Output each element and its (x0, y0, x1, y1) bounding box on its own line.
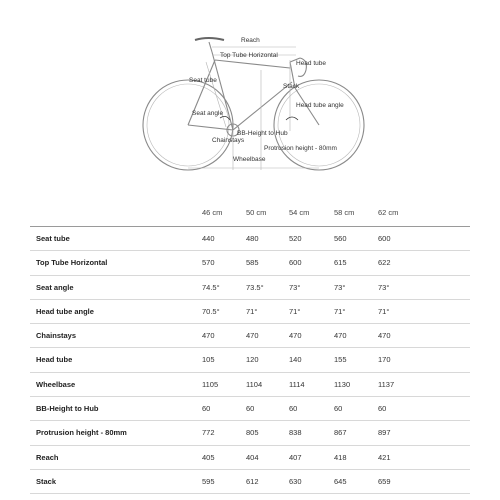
table-cell: 73° (289, 282, 301, 292)
table-cell: 60 (378, 404, 387, 414)
row-label: Stack (36, 476, 57, 486)
table-cell: 470 (289, 331, 302, 341)
protrusion-height-label: Protrusion height - 80mm (264, 145, 337, 152)
reach-label: Reach (241, 37, 260, 44)
head-tube-label: Head tube (296, 60, 326, 67)
table-cell: 155 (334, 355, 347, 365)
wheelbase-label: Wheelbase (233, 156, 266, 163)
head-tube-angle-label: Head tube angle (296, 102, 344, 109)
size-header-62: 62 cm (378, 208, 399, 217)
table-cell: 60 (334, 404, 343, 414)
table-cell: 600 (289, 258, 302, 268)
table-cell: 520 (289, 234, 302, 243)
table-cell: 71° (378, 306, 390, 316)
table-cell: 421 (378, 452, 391, 462)
row-label: Top Tube Horizontal (36, 258, 108, 268)
table-cell: 60 (202, 404, 211, 414)
table-cell: 74.5° (202, 282, 220, 292)
table-cell: 622 (378, 258, 391, 268)
chainstays-label: Chainstays (212, 137, 245, 144)
table-cell: 73° (378, 282, 390, 292)
table-row (30, 251, 470, 275)
table-cell: 140 (289, 355, 302, 365)
table-body (30, 227, 470, 494)
size-header-50: 50 cm (246, 208, 267, 217)
table-cell: 60 (246, 404, 255, 414)
row-label: Reach (36, 452, 59, 462)
table-cell: 405 (202, 452, 215, 462)
table-cell: 70.5° (202, 306, 220, 316)
row-label: Protrusion height - 80mm (36, 428, 127, 438)
table-cell: 404 (246, 452, 259, 462)
geometry-table (30, 200, 470, 494)
seat-angle-label: Seat angle (192, 110, 224, 117)
table-cell: 867 (334, 428, 347, 438)
table-cell: 71° (246, 306, 258, 316)
table-cell: 470 (334, 331, 347, 341)
table-cell: 73.5° (246, 282, 264, 292)
size-header-46: 46 cm (202, 208, 223, 217)
table-cell: 838 (289, 428, 302, 438)
table-cell: 1114 (289, 379, 305, 389)
table-cell: 1137 (378, 379, 395, 389)
chainstay-tube (188, 125, 233, 130)
table-cell: 105 (202, 355, 215, 365)
table-cell: 897 (378, 428, 391, 438)
table-cell: 407 (289, 452, 302, 462)
table-cell: 470 (378, 331, 391, 341)
table-cell: 170 (378, 355, 391, 365)
table-row (30, 348, 470, 372)
table-cell: 600 (378, 234, 391, 243)
table-cell: 595 (202, 476, 215, 486)
table-cell: 560 (334, 234, 347, 243)
table-row (30, 421, 470, 445)
table-cell: 1105 (202, 379, 219, 389)
table-cell: 772 (202, 428, 215, 438)
table-row (30, 300, 470, 324)
row-label: Seat tube (36, 234, 70, 243)
table-cell: 630 (289, 476, 302, 486)
table-cell: 470 (246, 331, 259, 341)
table-cell: 440 (202, 234, 215, 243)
table-row (30, 470, 470, 494)
row-label: Head tube angle (36, 306, 94, 316)
table-row (30, 324, 470, 348)
top-tube (215, 60, 290, 68)
table-cell: 585 (246, 258, 259, 268)
bb-height-to-hub-label: BB-Height to Hub (237, 130, 288, 137)
size-header-54: 54 cm (289, 208, 310, 217)
table-cell: 60 (289, 404, 298, 414)
table-cell: 120 (246, 355, 259, 365)
table-cell: 645 (334, 476, 347, 486)
table-cell: 480 (246, 234, 259, 243)
table-cell: 615 (334, 258, 347, 268)
table-cell: 659 (378, 476, 391, 486)
table-cell: 418 (334, 452, 347, 462)
seat-tube-label: Seat tube (189, 77, 217, 84)
top-tube-horizontal-label: Top Tube Horizontal (220, 52, 278, 59)
table-cell: 1130 (334, 379, 351, 389)
table-cell: 805 (246, 428, 259, 438)
row-label: Seat angle (36, 282, 74, 292)
row-label: Head tube (36, 355, 73, 365)
table-row (30, 227, 470, 251)
table-row (30, 397, 470, 421)
table-row (30, 276, 470, 300)
size-header-58: 58 cm (334, 208, 355, 217)
table-cell: 612 (246, 476, 259, 486)
table-cell: 71° (334, 306, 346, 316)
table-cell: 71° (289, 306, 301, 316)
table-cell: 570 (202, 258, 215, 268)
row-label: Wheelbase (36, 379, 76, 389)
row-label: BB-Height to Hub (36, 404, 99, 414)
table-cell: 73° (334, 282, 346, 292)
stack-label: Stack (283, 83, 300, 90)
row-label: Chainstays (36, 331, 77, 341)
table-cell: 470 (202, 331, 215, 341)
table-row (30, 373, 470, 397)
table-cell: 1104 (246, 379, 263, 389)
table-header (30, 200, 470, 227)
table-row (30, 446, 470, 470)
bike-geometry-diagram (0, 0, 500, 190)
